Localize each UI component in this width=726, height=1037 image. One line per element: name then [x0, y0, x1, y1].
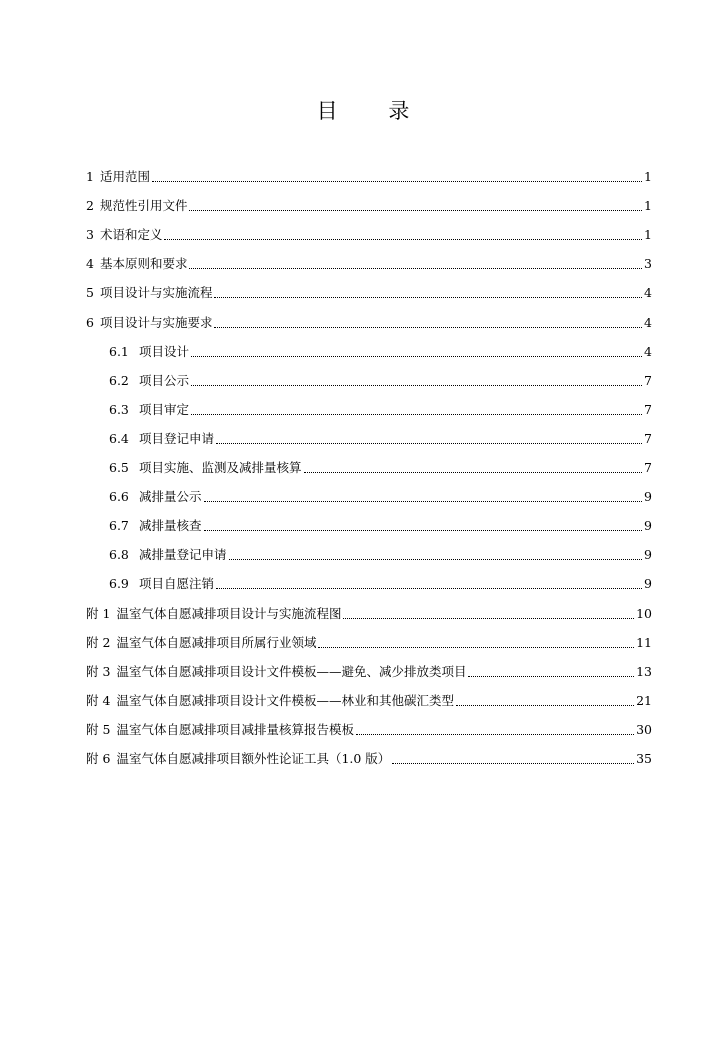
toc-entry-number: 6.9: [109, 576, 129, 592]
toc-entry-title: 温室气体自愿减排项目减排量核算报告模板: [116, 721, 354, 737]
toc-dot-leader: [204, 529, 643, 531]
toc-dot-leader: [191, 355, 642, 357]
toc-dot-leader: [191, 413, 642, 415]
toc-entry-title: 适用范围: [99, 169, 150, 185]
toc-entry[interactable]: [86, 366, 652, 395]
toc-entry-title: 温室气体自愿减排项目所属行业领域: [116, 634, 317, 650]
toc-entry-title: 项目登记申请: [139, 430, 215, 446]
toc-entry[interactable]: [86, 657, 652, 686]
toc-dot-leader: [356, 733, 634, 735]
toc-dot-leader: [189, 267, 642, 269]
toc-entry-page: 4: [644, 343, 652, 359]
toc-entry[interactable]: [86, 278, 652, 307]
toc-entry-page: 1: [644, 227, 652, 243]
toc-entry-page: 21: [636, 692, 652, 708]
toc-entry-title: 项目实施、监测及减排量核算: [139, 460, 302, 476]
toc-entry-number: 1: [86, 169, 94, 185]
toc-entry-page: 9: [644, 518, 652, 534]
toc-entry-title: 项目设计与实施要求: [99, 314, 213, 330]
toc-entry-number: 6.7: [109, 518, 129, 534]
toc-entry-title: 术语和定义: [99, 227, 163, 243]
toc-entry[interactable]: [86, 249, 652, 278]
toc-dot-leader: [214, 326, 642, 328]
toc-entry-page: 1: [644, 198, 652, 214]
toc-entry-page: 35: [636, 750, 652, 766]
toc-entry[interactable]: [86, 424, 652, 453]
toc-entry-number: 附 5: [86, 721, 111, 737]
toc-title: 目 录: [316, 99, 432, 123]
toc-entry-title: 项目审定: [139, 401, 190, 417]
toc-entry[interactable]: [86, 569, 652, 598]
toc-entry-title: 项目公示: [139, 372, 190, 388]
toc-entry[interactable]: [86, 744, 652, 773]
toc-entry-title: 温室气体自愿减排项目设计与实施流程图: [116, 605, 342, 621]
toc-dot-leader: [468, 675, 634, 677]
toc-entry-number: 附 2: [86, 634, 111, 650]
toc-entry-title: 基本原则和要求: [99, 256, 188, 272]
toc-entry-number: 6.2: [109, 372, 129, 388]
toc-entry-number: 2: [86, 198, 94, 214]
toc-entry[interactable]: [86, 395, 652, 424]
toc-entry-page: 11: [636, 634, 652, 650]
toc-entry[interactable]: [86, 511, 652, 540]
toc-entry[interactable]: [86, 598, 652, 627]
toc-entry-page: 7: [644, 372, 652, 388]
toc-entry-number: 附 4: [86, 692, 111, 708]
toc-entry[interactable]: [86, 482, 652, 511]
toc-entry-page: 9: [644, 489, 652, 505]
toc-entry[interactable]: [86, 307, 652, 336]
toc-entry[interactable]: [86, 191, 652, 220]
toc-dot-leader: [304, 471, 643, 473]
toc-entry[interactable]: [86, 337, 652, 366]
toc-entry-page: 7: [644, 430, 652, 446]
toc-entry-page: 9: [644, 547, 652, 563]
toc-entry[interactable]: [86, 540, 652, 569]
toc-entry-page: 4: [644, 285, 652, 301]
toc-entry-page: 13: [636, 663, 652, 679]
toc-entry-number: 4: [86, 256, 94, 272]
toc-entry-title: 温室气体自愿减排项目额外性论证工具（1.0 版）: [116, 750, 391, 766]
toc-entry-number: 6: [86, 314, 94, 330]
toc-entry-number: 附 1: [86, 605, 111, 621]
toc-entry-number: 3: [86, 227, 94, 243]
toc-entry-number: 6.4: [109, 430, 129, 446]
toc-entry-title: 温室气体自愿减排项目设计文件模板——避免、减少排放类项目: [116, 663, 467, 679]
toc-dot-leader: [191, 384, 642, 386]
toc-entry-number: 6.5: [109, 460, 129, 476]
toc-entry-title: 项目设计与实施流程: [99, 285, 213, 301]
toc-entry[interactable]: [86, 162, 652, 191]
toc-dot-leader: [318, 646, 634, 648]
toc-entry-page: 30: [636, 721, 652, 737]
toc-list: [86, 162, 652, 773]
toc-entry-page: 9: [644, 576, 652, 592]
toc-dot-leader: [214, 296, 642, 298]
toc-dot-leader: [204, 500, 643, 502]
toc-entry-page: 10: [636, 605, 652, 621]
toc-entry-number: 5: [86, 285, 94, 301]
toc-dot-leader: [456, 704, 634, 706]
toc-entry[interactable]: [86, 628, 652, 657]
toc-entry-number: 6.3: [109, 401, 129, 417]
toc-dot-leader: [343, 617, 634, 619]
toc-entry-title: 温室气体自愿减排项目设计文件模板——林业和其他碳汇类型: [116, 692, 454, 708]
toc-dot-leader: [216, 442, 642, 444]
toc-entry-page: 4: [644, 314, 652, 330]
toc-dot-leader: [189, 209, 642, 211]
toc-entry-number: 附 6: [86, 750, 111, 766]
toc-entry-title: 项目自愿注销: [139, 576, 215, 592]
toc-entry-page: 7: [644, 401, 652, 417]
toc-entry-page: 1: [644, 169, 652, 185]
toc-entry-title: 减排量核查: [139, 518, 202, 534]
toc-dot-leader: [216, 587, 642, 589]
toc-entry-page: 7: [644, 460, 652, 476]
toc-dot-leader: [164, 238, 642, 240]
toc-entry[interactable]: [86, 715, 652, 744]
toc-entry[interactable]: [86, 686, 652, 715]
toc-entry-number: 6.6: [109, 489, 129, 505]
toc-entry-title: 项目设计: [139, 343, 190, 359]
toc-entry[interactable]: [86, 453, 652, 482]
toc-entry-number: 6.8: [109, 547, 129, 563]
toc-entry-title: 减排量登记申请: [139, 547, 227, 563]
toc-dot-leader: [152, 180, 642, 182]
toc-dot-leader: [229, 558, 643, 560]
toc-entry[interactable]: [86, 220, 652, 249]
toc-entry-title: 规范性引用文件: [99, 198, 188, 214]
toc-entry-number: 附 3: [86, 663, 111, 679]
toc-entry-number: 6.1: [109, 343, 129, 359]
toc-entry-page: 3: [644, 256, 652, 272]
toc-entry-title: 减排量公示: [139, 489, 202, 505]
toc-dot-leader: [392, 762, 634, 764]
